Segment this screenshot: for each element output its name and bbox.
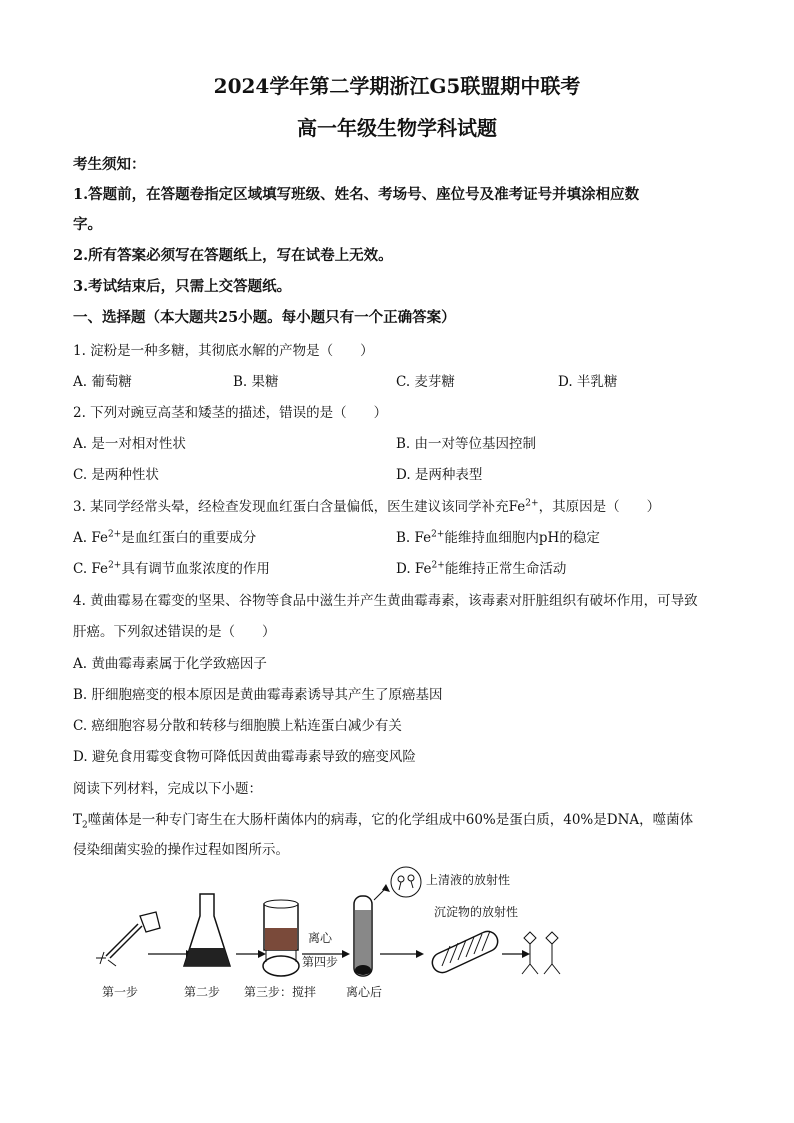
phage-icon: [96, 912, 160, 966]
q4-option-a: A. 黄曲霉毒素属于化学致癌因子: [73, 656, 267, 672]
question-4-stem: 4. 黄曲霉易在霉变的坚果、谷物等食品中滋生并产生黄曲霉毒素，该毒素对肝脏组织有破坏作用，可导致: [73, 593, 698, 609]
q3-option-a: A. $Fe^{2+}$是血红蛋白的重要成分: [73, 529, 257, 546]
exam-title: 2024学年第二学期浙江G5联盟期中联考: [213, 74, 581, 98]
material-paragraph: $T_2$噬菌体是一种专门寄生在大肠杆菌体内的病毒，它的化学组成中60%是蛋白质，40%是DNA，噬菌体: [73, 812, 694, 831]
q2-option-c: C. 是两种性状: [73, 467, 159, 483]
q2-option-b: B. 由一对等位基因控制: [396, 436, 537, 452]
notice-heading: 考生须知：: [73, 156, 146, 173]
q2-option-a: A. 是一对相对性状: [73, 436, 186, 452]
exam-subtitle: 高一年级生物学科试题: [297, 116, 497, 140]
material-intro: 阅读下列材料，完成以下小题：: [73, 781, 262, 797]
test-tube-icon: [354, 896, 372, 976]
notice-item-1: 1.答题前，在答题卷指定区域填写班级、姓名、考场号、座位号及准考证号并填涂相应数: [73, 186, 640, 203]
q3-option-c: C. $Fe^{2+}$具有调节血浆浓度的作用: [73, 560, 270, 577]
question-4-stem-cont: 肝癌。下列叙述错误的是（ ）: [73, 624, 276, 640]
step-1-label: 第一步: [102, 985, 139, 999]
question-1-stem: 1. 淀粉是一种多糖，其彻底水解的产物是（ ）: [73, 343, 374, 359]
q2-option-d: D. 是两种表型: [396, 467, 483, 483]
notice-item-2: 2.所有答案必须写在答题纸上，写在试卷上无效。: [73, 247, 393, 264]
step-3-label: 第三步：搅拌: [244, 985, 317, 999]
flask-icon: [184, 894, 230, 966]
q3-option-b: B. $Fe^{2+}$能维持血细胞内pH的稳定: [396, 529, 600, 546]
notice-item-3: 3.考试结束后，只需上交答题纸。: [73, 278, 292, 295]
q1-option-b: B. 果糖: [233, 374, 279, 390]
supernatant-label: 上清液的放射性: [426, 873, 511, 887]
question-2-stem: 2. 下列对豌豆高茎和矮茎的描述，错误的是（ ）: [73, 405, 388, 421]
q3-option-d: D. $Fe^{2+}$能维持正常生命活动: [396, 560, 567, 577]
q4-option-d: D. 避免食用霉变食物可降低因黄曲霉毒素导致的癌变风险: [73, 749, 416, 765]
q4-option-b: B. 肝细胞癌变的根本原因是黄曲霉毒素诱导其产生了原癌基因: [73, 687, 443, 703]
question-3-stem: 3. 某同学经常头晕，经检查发现血红蛋白含量偏低，医生建议该同学补充$Fe^{2+}$，其原因是（ ）: [73, 498, 661, 515]
sediment-label: 沉淀物的放射性: [434, 905, 519, 919]
after-centrifuge-label: 离心后: [346, 985, 383, 999]
q4-option-c: C. 癌细胞容易分散和转移与细胞膜上粘连蛋白减少有关: [73, 718, 402, 734]
bacterium-icon: [429, 928, 501, 976]
section-heading: 一、选择题（本大题共25小题。每小题只有一个正确答案）: [73, 309, 456, 326]
notice-item-1-cont: 字。: [73, 216, 102, 233]
material-paragraph-cont: 侵染细菌实验的操作过程如图所示。: [73, 842, 289, 858]
q1-option-c: C. 麦芽糖: [396, 374, 455, 390]
supernatant-phage-icon: [391, 867, 421, 897]
step-4-label: 第四步: [302, 955, 339, 969]
centrifuge-label: 离心: [308, 931, 333, 945]
q1-option-d: D. 半乳糖: [558, 374, 618, 390]
step-2-label: 第二步: [184, 985, 221, 999]
blender-icon: [263, 900, 299, 976]
q1-option-a: A. 葡萄糖: [73, 374, 132, 390]
phage-experiment-figure: [90, 866, 570, 1006]
